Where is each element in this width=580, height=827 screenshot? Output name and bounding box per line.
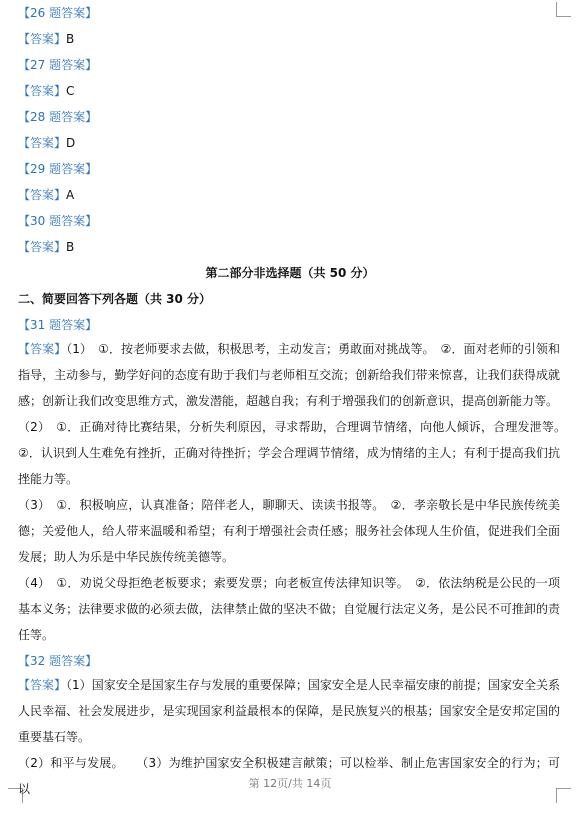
part-title: 第二部分非选择题（共 50 分） (205, 266, 375, 280)
answer-header: 【30 题答案】 (18, 214, 98, 228)
section-title: 二、简要回答下列各题（共 30 分） (18, 292, 212, 306)
answer-paragraph: （2） ①．正确对待比赛结果，分析失利原因，寻求帮助，合理调节情绪，向他人倾诉，合理发泄等。 ②．认识到人生难免有挫折，正确对待挫折；学会合理调节情绪，成为情绪的主人；有利于提高我们抗挫能力等。 (18, 420, 573, 486)
page-corner-mark (556, 2, 571, 17)
answer-text: （1）国家安全是国家生存与发展的重要保障；国家安全是人民幸福安康的前提；国家安全关系人民幸福、社会发展进步，是实现国家利益最根本的保障，是民族复兴的根基；国家安全是安邦定国的重要基石等。 (18, 678, 560, 744)
answer-line (18, 83, 74, 99)
answer-value: B (66, 32, 75, 46)
answer-label: 【答案】 (18, 32, 67, 46)
answer-line (18, 135, 75, 151)
page-footer: 第 12页/共 14页 (248, 777, 332, 790)
answer-paragraph: （4） ①．劝说父母拒绝老板要求；索要发票；向老板宣传法律知识等。 ②．依法纳税是公民的一项基本义务；法律要求做的必须去做，法律禁止做的坚决不做；自觉履行法定义务，是公民不可推卸的责任等。 (18, 576, 560, 642)
answer-value: A (66, 188, 75, 202)
answer-value: D (66, 136, 76, 150)
answer-value: C (66, 84, 75, 98)
answer-label: 【答案】 (18, 240, 67, 254)
answer-line (18, 31, 74, 47)
answer-value: B (66, 240, 75, 254)
answer-paragraph: （3） ①．积极响应，认真准备；陪伴老人，聊聊天、读读书报等。 ②．孝亲敬长是中华民族传统美德；关爱他人，给人带来温暖和希望；有利于增强社会责任感；服务社会体现人生价值，促进我们全面发展；助人为乐是中华民族传统美德等。 (18, 498, 560, 564)
answer-header: 【28 题答案】 (18, 110, 98, 124)
answer-paragraph (18, 336, 560, 414)
answer-label: 【答案】 (18, 188, 67, 202)
answer-label: 【答案】 (18, 342, 67, 356)
answer-header: 【31 题答案】 (18, 318, 98, 332)
answer-header: 【26 题答案】 (18, 6, 98, 20)
answer-label: 【答案】 (18, 136, 67, 150)
answer-header: 【32 题答案】 (18, 654, 98, 668)
answer-line (18, 187, 74, 203)
answer-header: 【27 题答案】 (18, 58, 98, 72)
answer-label: 【答案】 (18, 678, 67, 692)
answer-text: （1） ①．按老师要求去做，积极思考，主动发言；勇敢面对挑战等。 ②．面对老师的引领和指导，主动参与，勤学好问的态度有助于我们与老师相互交流；创新给我们带来惊喜，让我们获得成就感；创新让我们改变思维方式，激发潜能，超越自我；有利于增强我们的创新意识，提高创新能力等。 (18, 342, 560, 408)
answer-line (18, 239, 74, 255)
answer-paragraph: （2）和平与发展。 （3）为维护国家安全积极建言献策；可以检举、制止危害国家安全的行为；可以 (18, 756, 560, 796)
answer-paragraph (18, 672, 560, 750)
answer-header: 【29 题答案】 (18, 162, 98, 176)
answer-label: 【答案】 (18, 84, 67, 98)
